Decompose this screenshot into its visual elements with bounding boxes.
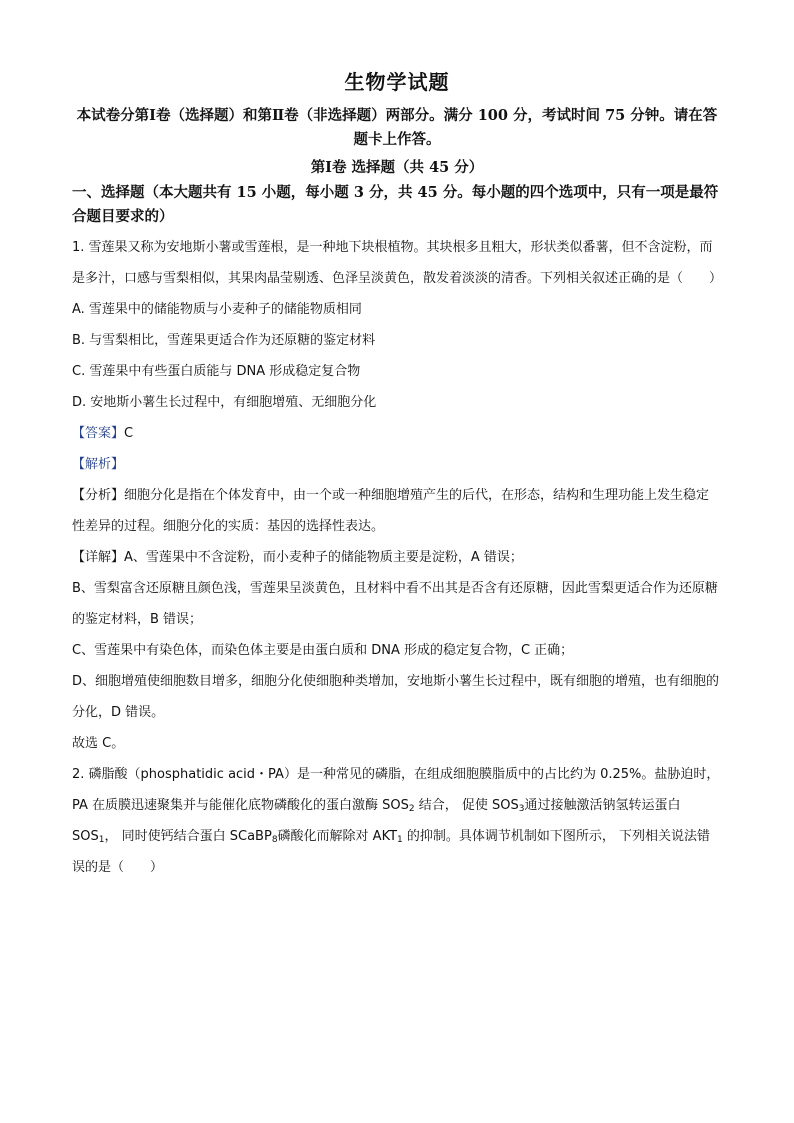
question-1-option-c: C. 雪莲果中有些蛋白质能与 DNA 形成稳定复合物 (72, 364, 361, 379)
answer-line (72, 418, 722, 449)
question-1-option-d: D. 安地斯小薯生长过程中，有细胞增殖、无细胞分化 (72, 395, 377, 410)
q2-sub-2: 3 (518, 804, 525, 814)
q2-text-2: 结合， 促使 SOS (414, 798, 519, 813)
question-body (72, 232, 722, 883)
detail-a-text: A、雪莲果中不含淀粉，而小麦种子的储能物质主要是淀粉，A 错误； (124, 550, 523, 565)
section-heading: 第Ⅰ卷 选择题（共 45 分） (310, 159, 484, 176)
conclusion-line: 故选 C。 (72, 736, 125, 751)
q2-sub-5: 1 (397, 835, 403, 845)
fenxi-text: 细胞分化是指在个体发育中，由一个或一种细胞增殖产生的后代，在形态，结构和生理功能上发生稳定性差异的过程。细胞分化的实质：基因的选择性表达。 (72, 488, 710, 534)
question-1-stem: 1. 雪莲果又称为安地斯小薯或雪莲根，是一种地下块根植物。其块根多且粗大，形状类似番薯，但不含淀粉，而是多汁，口感与雪梨相似，其果肉晶莹剔透、色泽呈淡黄色，散发着淡淡的清香。下列相关叙述正确的是（ ） (72, 240, 723, 286)
exam-instructions: 本试卷分第Ⅰ卷（选择题）和第Ⅱ卷（非选择题）两部分。满分 100 分，考试时间 75 分钟。请在答题卡上作答。 (76, 107, 718, 148)
q2-sub-4: 8 (271, 835, 278, 845)
fenxi-paragraph (72, 480, 722, 542)
q2-text-5: 磷酸化而解除对 AKT (277, 829, 398, 844)
answer-value: C (124, 426, 134, 441)
detail-paragraph-c: C、雪莲果中有染色体，而染色体主要是由蛋白质和 DNA 形成的稳定复合物，C 正确； (72, 643, 574, 658)
q2-text-6: 的抑制。具体调节机制如下图所示， 下列相关说法错误的是（ ） (72, 829, 711, 875)
detail-paragraph-d: D、细胞增殖使细胞数目增多，细胞分化使细胞种类增加，安地斯小薯生长过程中，既有细胞的增殖，也有细胞的分化，D 错误。 (72, 674, 720, 720)
q2-text-4: ， 同时使钙结合蛋白 SCaBP (104, 829, 272, 844)
q2-text-3: 通过接触激活钠氢转运蛋白 SOS (72, 798, 681, 844)
xiangjie-tag: 【详解】 (72, 550, 125, 565)
page-title: 生物学试题 (344, 70, 450, 94)
fenxi-tag: 【分析】 (72, 488, 125, 503)
detail-paragraph-a (72, 542, 722, 573)
analysis-line (72, 449, 722, 480)
question-1-option-a: A. 雪莲果中的储能物质与小麦种子的储能物质相同 (72, 302, 362, 317)
q2-text-1: 2. 磷脂酸（phosphatidic acid・PA）是一种常见的磷脂，在组成细胞膜脂质中的占比约为 0.25%。盐胁迫时，PA 在质膜迅速聚集并与能催化底物磷酸化的蛋白激酶 SOS (72, 767, 720, 813)
detail-paragraph-b: B、雪梨富含还原糖且颜色浅，雪莲果呈淡黄色，且材料中看不出其是否含有还原糖，因此雪梨更适合作为还原糖的鉴定材料，B 错误； (72, 581, 718, 627)
question-1-option-b: B. 与雪梨相比，雪莲果更适合作为还原糖的鉴定材料 (72, 333, 376, 348)
analysis-tag: 【解析】 (72, 457, 125, 472)
answer-tag: 【答案】 (72, 426, 125, 441)
part-heading: 一、选择题（本大题共有 15 小题，每小题 3 分，共 45 分。每小题的四个选项中，只有一项是最符合题目要求的） (72, 184, 719, 225)
question-2-stem (72, 759, 722, 883)
q2-sub-1: 2 (408, 804, 415, 814)
q2-sub-3: 1 (98, 835, 105, 845)
